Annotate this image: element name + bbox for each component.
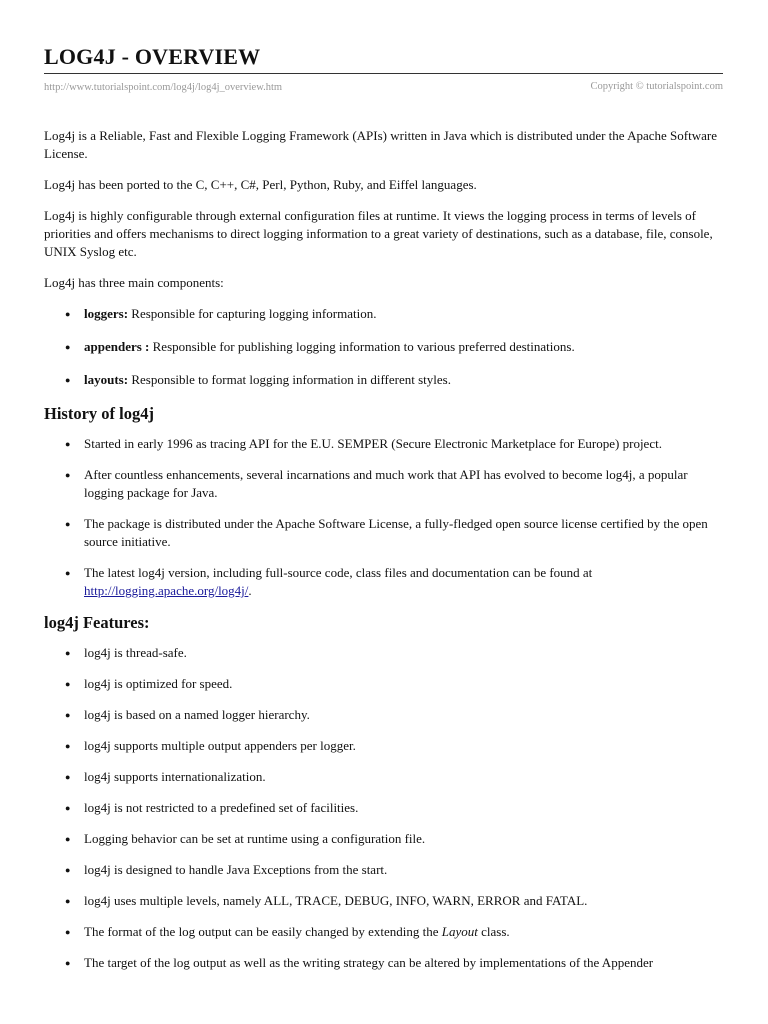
log4j-download-link[interactable]: http://logging.apache.org/log4j/ [84,583,249,598]
layout-class-name: Layout [441,924,478,939]
history-heading: History of log4j [44,404,154,423]
history-list [44,435,723,600]
components-list [44,305,723,389]
component-term: loggers: [84,306,129,321]
layout-suffix: class. [477,924,510,939]
document-body [44,127,723,985]
component-desc: Responsible for capturing logging information. [128,306,377,321]
list-item: ● log4j is based on a named logger hierarchy. [44,706,723,724]
list-item: ● log4j is designed to handle Java Exceptions from the start. [44,861,723,879]
list-item [44,923,723,941]
list-item [44,338,723,356]
layout-prefix: The format of the log output can be easily changed by extending the [84,924,442,939]
component-term: layouts: [84,372,129,387]
intro-paragraph-4: Log4j has three main components: [44,275,224,290]
list-item: ● Started in early 1996 as tracing API for the E.U. SEMPER (Secure Electronic Marketplace for Europe) project. [44,435,723,453]
list-item: ● log4j supports internationalization. [44,768,723,786]
list-item: ● The target of the log output as well as the writing strategy can be altered by implementations of the Appender [44,954,723,972]
list-item [44,371,723,389]
history-last-prefix: The latest log4j version, including full-source code, class files and documentation can be found at [84,565,593,580]
list-item: ● log4j is thread-safe. [44,644,723,662]
intro-paragraph-2: Log4j has been ported to the C, C++, C#, Perl, Python, Ruby, and Eiffel languages. [44,177,477,192]
page-title: LOG4J - OVERVIEW [44,44,261,69]
component-term: appenders : [84,339,150,354]
header-rule [44,73,723,74]
component-desc: Responsible for publishing logging information to various preferred destinations. [149,339,575,354]
component-desc: Responsible to format logging information in different styles. [128,372,451,387]
list-item: ● log4j supports multiple output appenders per logger. [44,737,723,755]
list-item: ● After countless enhancements, several incarnations and much work that API has evolved to become log4j, a popular logging package for Java. [44,466,723,502]
list-item: ● Logging behavior can be set at runtime using a configuration file. [44,830,723,848]
list-item: ● The package is distributed under the Apache Software License, a fully-fledged open source license certified by the open source initiative. [44,515,723,551]
intro-paragraph-3: Log4j is highly configurable through external configuration files at runtime. It views the logging process in terms of levels of priorities and offers mechanisms to direct logging information to a great variety of destinations, such as a database, file, console, UNIX Syslog etc. [44,208,713,259]
features-list [44,644,723,972]
copyright-notice: Copyright © tutorialspoint.com [590,81,723,92]
list-item [44,564,723,600]
source-url: http://www.tutorialspoint.com/log4j/log4j_overview.htm [44,82,283,93]
intro-paragraph-1: Log4j is a Reliable, Fast and Flexible Logging Framework (APIs) written in Java which is distributed under the Apache Software License. [44,128,717,161]
history-last-suffix: . [248,583,252,598]
features-heading: log4j Features: [44,613,150,632]
list-item: ● log4j is not restricted to a predefined set of facilities. [44,799,723,817]
list-item: ● log4j is optimized for speed. [44,675,723,693]
list-item: ● log4j uses multiple levels, namely ALL, TRACE, DEBUG, INFO, WARN, ERROR and FATAL. [44,892,723,910]
list-item [44,305,723,323]
